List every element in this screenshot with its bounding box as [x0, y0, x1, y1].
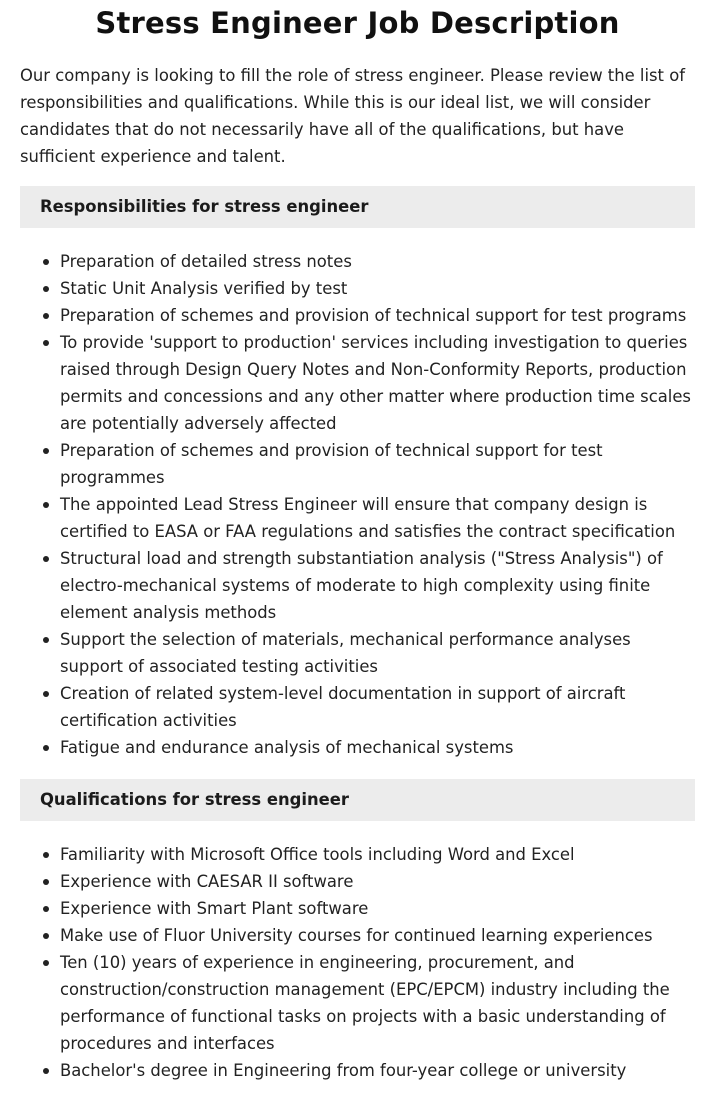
page-title: Stress Engineer Job Description	[95, 6, 620, 40]
qualifications-heading: Qualifications for stress engineer	[20, 779, 695, 821]
intro-paragraph: Our company is looking to fill the role of stress engineer. Please review the list of responsibilities and qualifications. While this is our ideal list, we will consider candidates that do not necessarily have all of the qualifications, but have sufficient experience and talent.	[20, 66, 685, 166]
list-item: The appointed Lead Stress Engineer will ensure that company design is certified to EASA or FAA regulations and satisfies the contract specification	[60, 491, 695, 545]
list-item: Bachelor's degree in Engineering from four-year college or university	[60, 1057, 695, 1084]
job-description-page	[20, 0, 695, 1084]
list-item: Preparation of schemes and provision of technical support for test programmes	[60, 437, 695, 491]
list-item: To provide 'support to production' services including investigation to queries raised through Design Query Notes and Non-Conformity Reports, production permits and concessions and any other matter where production time scales are potentially adversely affected	[60, 329, 695, 437]
list-item: Experience with CAESAR II software	[60, 868, 695, 895]
list-item: Fatigue and endurance analysis of mechanical systems	[60, 734, 695, 761]
list-item: Structural load and strength substantiation analysis ("Stress Analysis") of electro-mechanical systems of moderate to high complexity using finite element analysis methods	[60, 545, 695, 626]
qualifications-list	[20, 841, 695, 1084]
list-item: Experience with Smart Plant software	[60, 895, 695, 922]
responsibilities-list	[20, 248, 695, 761]
responsibilities-heading: Responsibilities for stress engineer	[20, 186, 695, 228]
list-item: Preparation of schemes and provision of technical support for test programs	[60, 302, 695, 329]
list-item: Static Unit Analysis verified by test	[60, 275, 695, 302]
list-item: Ten (10) years of experience in engineering, procurement, and construction/construction management (EPC/EPCM) industry including the performance of functional tasks on projects with a basic understanding of procedures and interfaces	[60, 949, 695, 1057]
list-item: Make use of Fluor University courses for continued learning experiences	[60, 922, 695, 949]
list-item: Support the selection of materials, mechanical performance analyses support of associated testing activities	[60, 626, 695, 680]
list-item: Preparation of detailed stress notes	[60, 248, 695, 275]
list-item: Creation of related system-level documentation in support of aircraft certification activities	[60, 680, 695, 734]
list-item: Familiarity with Microsoft Office tools including Word and Excel	[60, 841, 695, 868]
